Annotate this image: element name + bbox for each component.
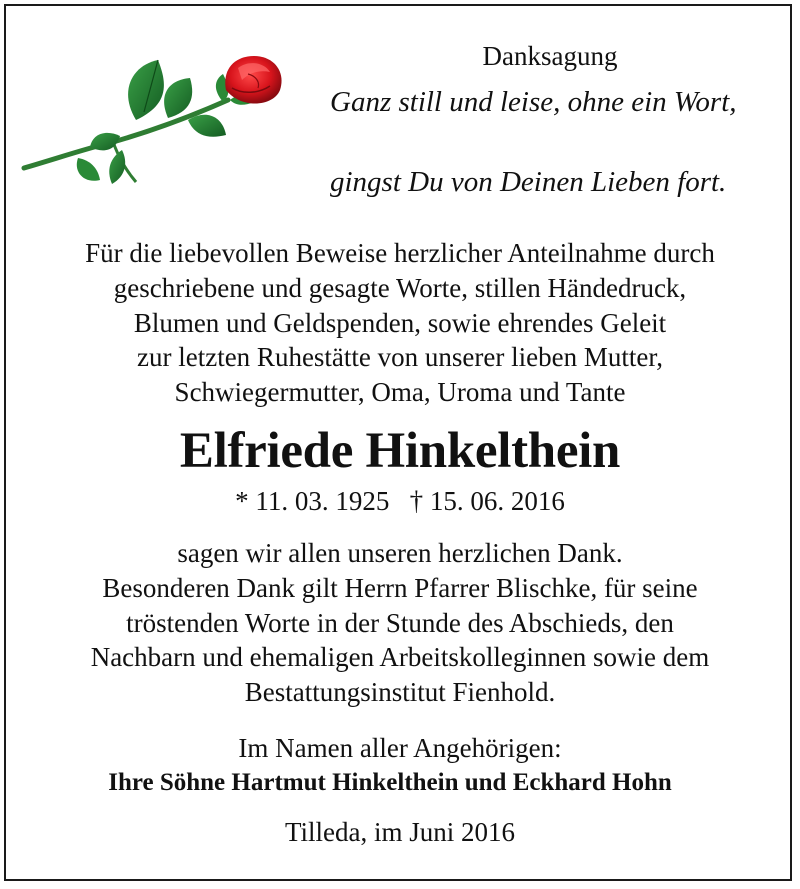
place-date: Tilleda, im Juni 2016 <box>284 817 516 847</box>
intro-line: geschriebene und gesagte Worte, stillen Händedruck, <box>113 272 687 303</box>
thanks-paragraph <box>0 536 800 710</box>
thanks-line: tröstenden Worte in der Stunde des Abschieds, den <box>126 607 674 638</box>
intro-line: zur letzten Ruhestätte von unserer lieben Mutter, <box>137 342 663 373</box>
red-rose-icon <box>18 50 298 200</box>
family-signature: Ihre Söhne Hartmut Hinkelthein und Eckhard Hohn <box>108 769 672 796</box>
thanks-line: Bestattungsinstitut Fienhold. <box>244 677 556 708</box>
life-dates: * 11. 03. 1925 † 15. 06. 2016 <box>235 486 565 516</box>
heading-danksagung: Danksagung <box>482 41 618 71</box>
on-behalf-line: Im Namen aller Angehörigen: <box>238 733 562 763</box>
intro-line: Blumen und Geldspenden, sowie ehrendes Geleit <box>133 307 667 338</box>
thanks-line: Besonderen Dank gilt Herrn Pfarrer Blischke, für seine <box>102 572 698 603</box>
verse-line-1: Ganz still und leise, ohne ein Wort, <box>330 86 737 118</box>
thanks-line: sagen wir allen unseren herzlichen Dank. <box>177 538 623 568</box>
deceased-name: Elfriede Hinkelthein <box>179 423 621 479</box>
intro-line: Schwiegermutter, Oma, Uroma und Tante <box>174 377 626 408</box>
intro-paragraph <box>0 236 800 410</box>
thanks-line: Nachbarn und ehemaligen Arbeitskolleginnen sowie dem <box>90 642 710 673</box>
intro-line: Für die liebevollen Beweise herzlicher Anteilnahme durch <box>85 238 715 268</box>
verse-line-2: gingst Du von Deinen Lieben fort. <box>330 166 727 198</box>
